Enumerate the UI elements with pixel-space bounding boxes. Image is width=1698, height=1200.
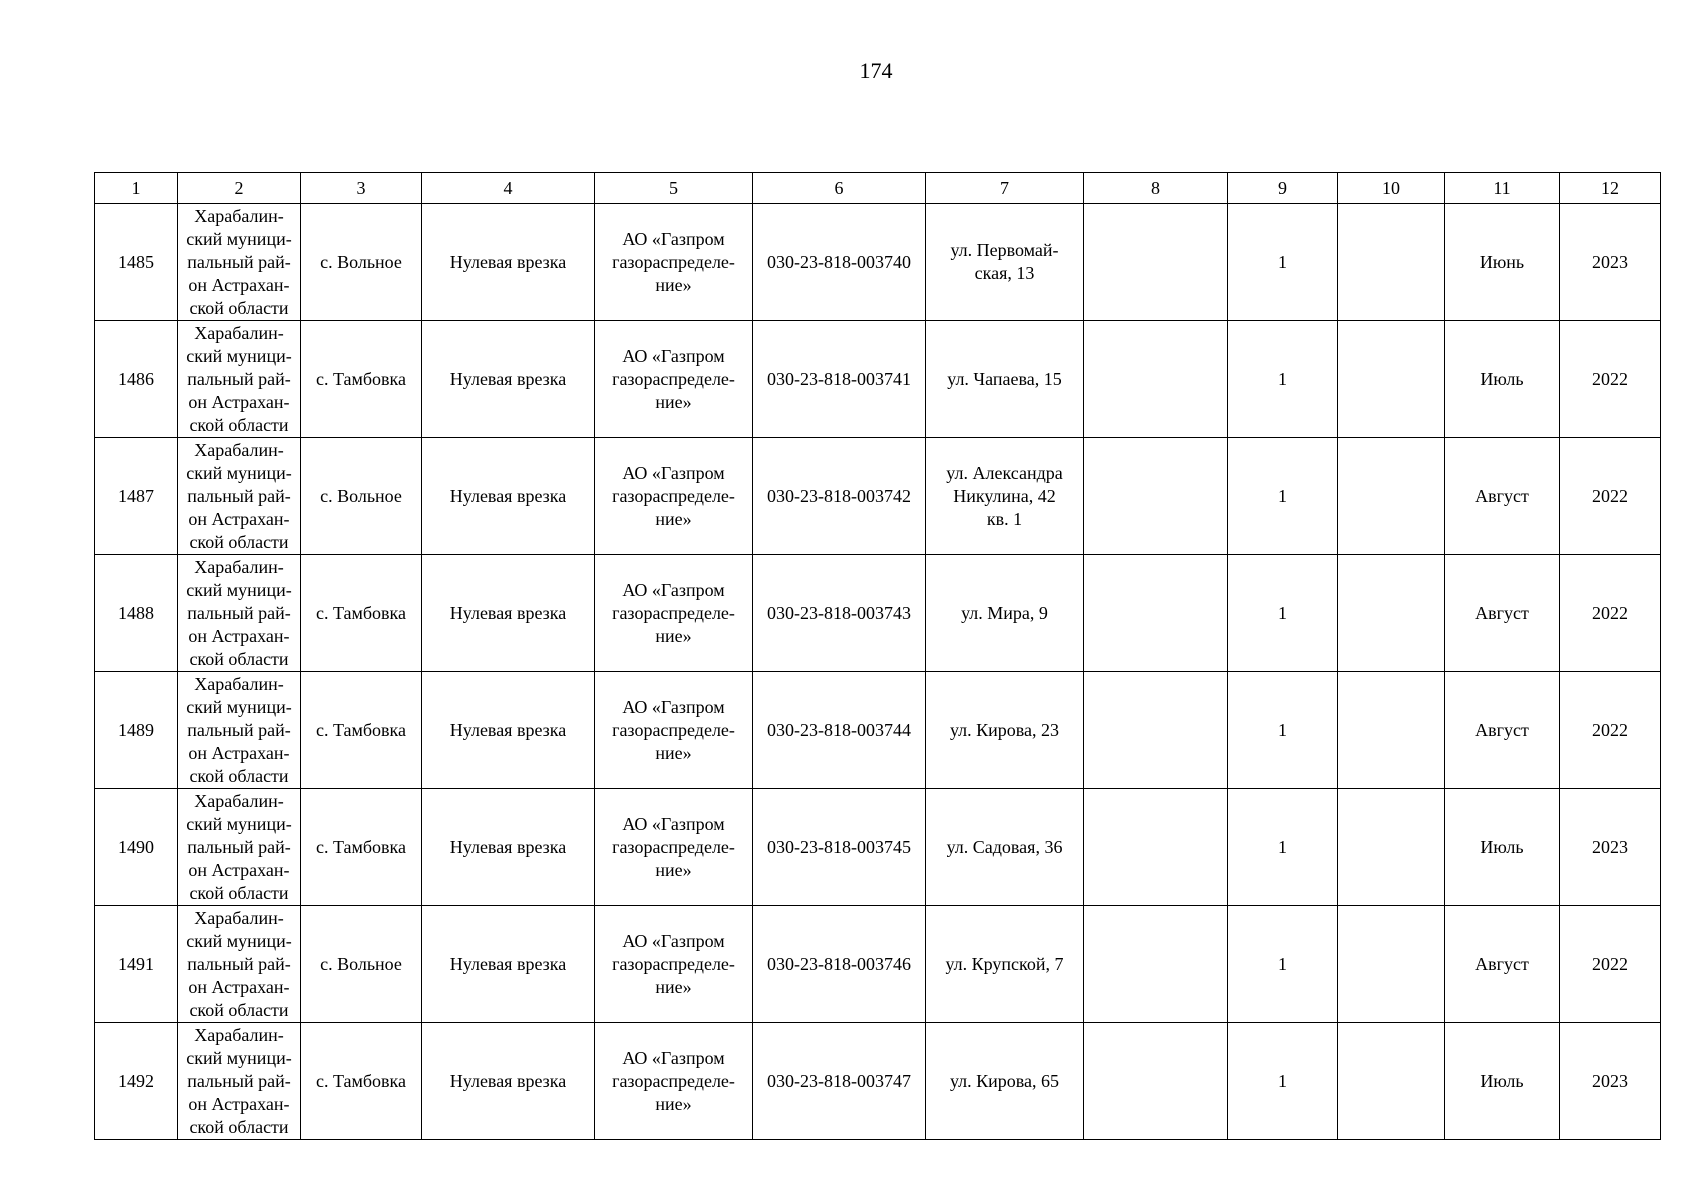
organization-cell: АО «Газпром газораспределе- ние» xyxy=(595,906,753,1023)
organization-cell: АО «Газпром газораспределе- ние» xyxy=(595,438,753,555)
table-row xyxy=(95,906,1661,1023)
table-row xyxy=(95,204,1661,321)
month-cell: Август xyxy=(1445,672,1560,789)
district-cell: Харабалин- ский муници- пальный рай- он Астрахан- ской области xyxy=(178,555,301,672)
settlement-cell: с. Вольное xyxy=(301,438,422,555)
col8-cell xyxy=(1084,438,1228,555)
work-type-cell: Нулевая врезка xyxy=(422,789,595,906)
column-header: 4 xyxy=(422,173,595,204)
organization-cell: АО «Газпром газораспределе- ние» xyxy=(595,1023,753,1140)
address-cell: ул. Первомай- ская, 13 xyxy=(926,204,1084,321)
col10-cell xyxy=(1338,1023,1445,1140)
code-cell: 030-23-818-003742 xyxy=(753,438,926,555)
data-table xyxy=(94,172,1661,1140)
district-cell: Харабалин- ский муници- пальный рай- он Астрахан- ской области xyxy=(178,438,301,555)
work-type-cell: Нулевая врезка xyxy=(422,555,595,672)
column-header: 7 xyxy=(926,173,1084,204)
district-cell: Харабалин- ский муници- пальный рай- он Астрахан- ской области xyxy=(178,672,301,789)
column-header: 3 xyxy=(301,173,422,204)
year-cell: 2022 xyxy=(1560,438,1661,555)
address-cell: ул. Мира, 9 xyxy=(926,555,1084,672)
column-header: 1 xyxy=(95,173,178,204)
count-cell: 1 xyxy=(1228,789,1338,906)
row-number-cell: 1492 xyxy=(95,1023,178,1140)
year-cell: 2022 xyxy=(1560,672,1661,789)
col10-cell xyxy=(1338,672,1445,789)
code-cell: 030-23-818-003743 xyxy=(753,555,926,672)
district-cell: Харабалин- ский муници- пальный рай- он Астрахан- ской области xyxy=(178,1023,301,1140)
column-header: 11 xyxy=(1445,173,1560,204)
row-number-cell: 1485 xyxy=(95,204,178,321)
col8-cell xyxy=(1084,789,1228,906)
column-header: 12 xyxy=(1560,173,1661,204)
col8-cell xyxy=(1084,906,1228,1023)
code-cell: 030-23-818-003740 xyxy=(753,204,926,321)
work-type-cell: Нулевая врезка xyxy=(422,321,595,438)
address-cell: ул. Кирова, 65 xyxy=(926,1023,1084,1140)
col8-cell xyxy=(1084,321,1228,438)
district-cell: Харабалин- ский муници- пальный рай- он Астрахан- ской области xyxy=(178,204,301,321)
year-cell: 2022 xyxy=(1560,906,1661,1023)
table-row xyxy=(95,1023,1661,1140)
settlement-cell: с. Тамбовка xyxy=(301,789,422,906)
year-cell: 2022 xyxy=(1560,555,1661,672)
settlement-cell: с. Тамбовка xyxy=(301,555,422,672)
col8-cell xyxy=(1084,1023,1228,1140)
address-cell: ул. Чапаева, 15 xyxy=(926,321,1084,438)
year-cell: 2022 xyxy=(1560,321,1661,438)
table-row xyxy=(95,321,1661,438)
month-cell: Июль xyxy=(1445,789,1560,906)
col10-cell xyxy=(1338,789,1445,906)
organization-cell: АО «Газпром газораспределе- ние» xyxy=(595,789,753,906)
table-row xyxy=(95,672,1661,789)
code-cell: 030-23-818-003741 xyxy=(753,321,926,438)
col8-cell xyxy=(1084,204,1228,321)
col10-cell xyxy=(1338,204,1445,321)
page-number: 174 xyxy=(859,58,893,83)
count-cell: 1 xyxy=(1228,438,1338,555)
settlement-cell: с. Вольное xyxy=(301,906,422,1023)
month-cell: Июнь xyxy=(1445,204,1560,321)
col10-cell xyxy=(1338,321,1445,438)
row-number-cell: 1486 xyxy=(95,321,178,438)
address-cell: ул. Садовая, 36 xyxy=(926,789,1084,906)
year-cell: 2023 xyxy=(1560,1023,1661,1140)
district-cell: Харабалин- ский муници- пальный рай- он Астрахан- ской области xyxy=(178,321,301,438)
work-type-cell: Нулевая врезка xyxy=(422,906,595,1023)
address-cell: ул. Крупской, 7 xyxy=(926,906,1084,1023)
table-row xyxy=(95,789,1661,906)
row-number-cell: 1487 xyxy=(95,438,178,555)
row-number-cell: 1490 xyxy=(95,789,178,906)
year-cell: 2023 xyxy=(1560,789,1661,906)
code-cell: 030-23-818-003747 xyxy=(753,1023,926,1140)
settlement-cell: с. Вольное xyxy=(301,204,422,321)
column-header: 9 xyxy=(1228,173,1338,204)
column-header: 2 xyxy=(178,173,301,204)
work-type-cell: Нулевая врезка xyxy=(422,672,595,789)
address-cell: ул. Кирова, 23 xyxy=(926,672,1084,789)
district-cell: Харабалин- ский муници- пальный рай- он Астрахан- ской области xyxy=(178,789,301,906)
month-cell: Июль xyxy=(1445,1023,1560,1140)
count-cell: 1 xyxy=(1228,906,1338,1023)
col10-cell xyxy=(1338,906,1445,1023)
column-header: 10 xyxy=(1338,173,1445,204)
code-cell: 030-23-818-003744 xyxy=(753,672,926,789)
work-type-cell: Нулевая врезка xyxy=(422,204,595,321)
settlement-cell: с. Тамбовка xyxy=(301,672,422,789)
district-cell: Харабалин- ский муници- пальный рай- он Астрахан- ской области xyxy=(178,906,301,1023)
month-cell: Июль xyxy=(1445,321,1560,438)
col8-cell xyxy=(1084,555,1228,672)
work-type-cell: Нулевая врезка xyxy=(422,438,595,555)
column-header: 6 xyxy=(753,173,926,204)
code-cell: 030-23-818-003746 xyxy=(753,906,926,1023)
col10-cell xyxy=(1338,555,1445,672)
month-cell: Август xyxy=(1445,555,1560,672)
month-cell: Август xyxy=(1445,438,1560,555)
count-cell: 1 xyxy=(1228,321,1338,438)
month-cell: Август xyxy=(1445,906,1560,1023)
column-header: 8 xyxy=(1084,173,1228,204)
work-type-cell: Нулевая врезка xyxy=(422,1023,595,1140)
organization-cell: АО «Газпром газораспределе- ние» xyxy=(595,204,753,321)
count-cell: 1 xyxy=(1228,204,1338,321)
table-row xyxy=(95,555,1661,672)
table-header-row xyxy=(95,173,1661,204)
row-number-cell: 1488 xyxy=(95,555,178,672)
code-cell: 030-23-818-003745 xyxy=(753,789,926,906)
settlement-cell: с. Тамбовка xyxy=(301,1023,422,1140)
row-number-cell: 1491 xyxy=(95,906,178,1023)
organization-cell: АО «Газпром газораспределе- ние» xyxy=(595,672,753,789)
table-row xyxy=(95,438,1661,555)
col8-cell xyxy=(1084,672,1228,789)
col10-cell xyxy=(1338,438,1445,555)
address-cell: ул. Александра Никулина, 42 кв. 1 xyxy=(926,438,1084,555)
organization-cell: АО «Газпром газораспределе- ние» xyxy=(595,555,753,672)
column-header: 5 xyxy=(595,173,753,204)
count-cell: 1 xyxy=(1228,672,1338,789)
row-number-cell: 1489 xyxy=(95,672,178,789)
count-cell: 1 xyxy=(1228,1023,1338,1140)
year-cell: 2023 xyxy=(1560,204,1661,321)
count-cell: 1 xyxy=(1228,555,1338,672)
organization-cell: АО «Газпром газораспределе- ние» xyxy=(595,321,753,438)
settlement-cell: с. Тамбовка xyxy=(301,321,422,438)
